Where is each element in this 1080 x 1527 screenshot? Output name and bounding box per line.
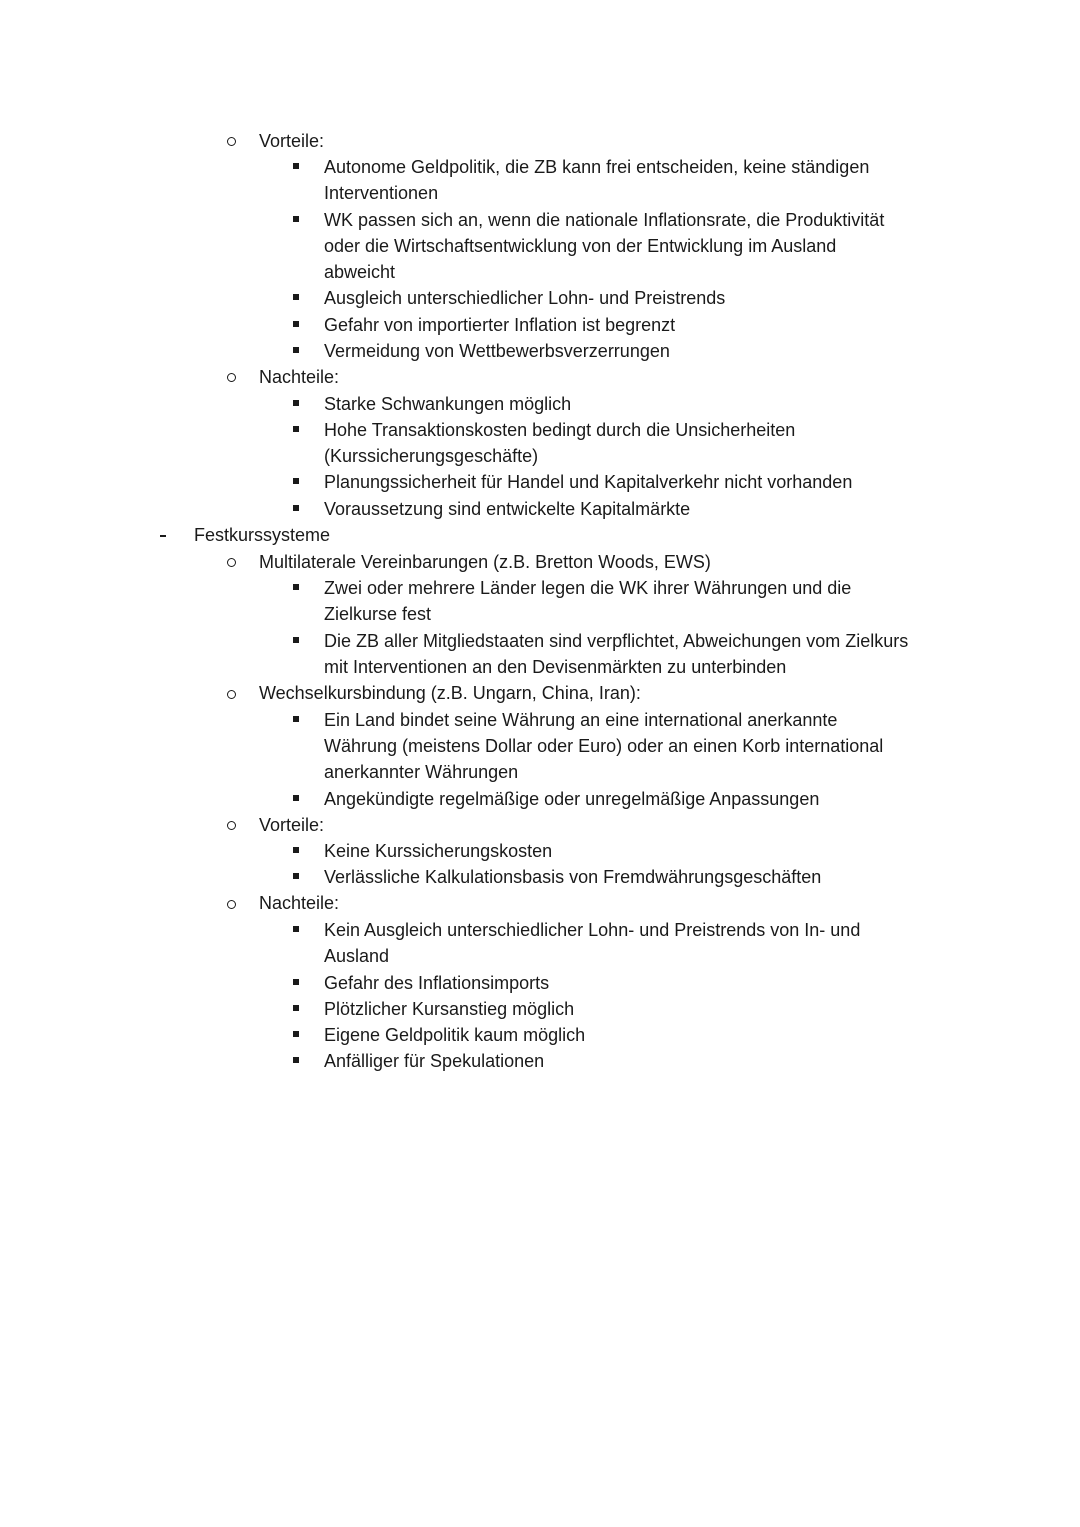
list-item: Planungssicherheit für Handel und Kapitalverkehr nicht vorhanden <box>324 472 853 492</box>
circle-bullet-icon <box>227 558 236 567</box>
list-item: Die ZB aller Mitgliedstaaten sind verpflichtet, Abweichungen vom Zielkurs <box>324 631 909 651</box>
circle-bullet-icon <box>227 373 236 382</box>
square-bullet-icon <box>293 1005 299 1011</box>
list-item: Anfälliger für Spekulationen <box>324 1051 545 1071</box>
square-bullet-icon <box>293 637 299 643</box>
list-item: WK passen sich an, wenn die nationale Inflationsrate, die Produktivität <box>324 210 885 230</box>
square-bullet-icon <box>293 873 299 879</box>
square-bullet-icon <box>293 1031 299 1037</box>
list-item-continuation: Ausland <box>324 946 390 966</box>
square-bullet-icon <box>293 400 299 406</box>
square-bullet-icon <box>293 294 299 300</box>
list-item-continuation: Interventionen <box>324 183 439 203</box>
square-bullet-icon <box>293 926 299 932</box>
list-item-continuation: abweicht <box>324 262 396 282</box>
circle-bullet-icon <box>227 900 236 909</box>
square-bullet-icon <box>293 584 299 590</box>
dash-bullet-icon <box>160 535 166 537</box>
square-bullet-icon <box>293 321 299 327</box>
list-item: Zwei oder mehrere Länder legen die WK ihrer Währungen und die <box>324 578 852 598</box>
list-item: Gefahr des Inflationsimports <box>324 973 550 993</box>
heading-wechselkursbindung: Wechselkursbindung (z.B. Ungarn, China, Iran): <box>259 683 641 703</box>
section-heading-festkurssysteme: Festkurssysteme <box>194 525 331 545</box>
circle-bullet-icon <box>227 821 236 830</box>
square-bullet-icon <box>293 347 299 353</box>
heading-nachteile-floating: Nachteile: <box>259 367 340 387</box>
square-bullet-icon <box>293 505 299 511</box>
square-bullet-icon <box>293 163 299 169</box>
square-bullet-icon <box>293 478 299 484</box>
square-bullet-icon <box>293 716 299 722</box>
heading-nachteile-fixed: Nachteile: <box>259 893 340 913</box>
list-item: Vermeidung von Wettbewerbsverzerrungen <box>324 341 670 361</box>
list-item-continuation: Währung (meistens Dollar oder Euro) oder an einen Korb international <box>324 736 884 756</box>
list-item: Starke Schwankungen möglich <box>324 394 572 414</box>
circle-bullet-icon <box>227 137 236 146</box>
list-item-continuation: oder die Wirtschaftsentwicklung von der Entwicklung im Ausland <box>324 236 837 256</box>
list-item-continuation: mit Interventionen an den Devisenmärkten zu unterbinden <box>324 657 787 677</box>
list-item: Kein Ausgleich unterschiedlicher Lohn- und Preistrends von In- und <box>324 920 861 940</box>
list-item-continuation: Zielkurse fest <box>324 604 432 624</box>
heading-vorteile-fixed: Vorteile: <box>259 815 325 835</box>
list-item: Verlässliche Kalkulationsbasis von Fremdwährungsgeschäften <box>324 867 822 887</box>
square-bullet-icon <box>293 1057 299 1063</box>
list-item: Ausgleich unterschiedlicher Lohn- und Preistrends <box>324 288 726 308</box>
list-item: Autonome Geldpolitik, die ZB kann frei entscheiden, keine ständigen <box>324 157 870 177</box>
square-bullet-icon <box>293 847 299 853</box>
circle-bullet-icon <box>227 690 236 699</box>
heading-multilateral: Multilaterale Vereinbarungen (z.B. Bretton Woods, EWS) <box>259 552 711 572</box>
list-item: Angekündigte regelmäßige oder unregelmäßige Anpassungen <box>324 789 820 809</box>
list-item: Gefahr von importierter Inflation ist begrenzt <box>324 315 676 335</box>
square-bullet-icon <box>293 426 299 432</box>
list-item: Hohe Transaktionskosten bedingt durch die Unsicherheiten <box>324 420 796 440</box>
list-item: Ein Land bindet seine Währung an eine international anerkannte <box>324 710 838 730</box>
heading-vorteile-floating: Vorteile: <box>259 131 325 151</box>
square-bullet-icon <box>293 216 299 222</box>
list-item: Plötzlicher Kursanstieg möglich <box>324 999 575 1019</box>
square-bullet-icon <box>293 979 299 985</box>
list-item-continuation: anerkannter Währungen <box>324 762 519 782</box>
list-item: Keine Kurssicherungskosten <box>324 841 553 861</box>
list-item: Voraussetzung sind entwickelte Kapitalmärkte <box>324 499 691 519</box>
list-item-continuation: (Kurssicherungsgeschäfte) <box>324 446 539 466</box>
list-item: Eigene Geldpolitik kaum möglich <box>324 1025 586 1045</box>
square-bullet-icon <box>293 795 299 801</box>
